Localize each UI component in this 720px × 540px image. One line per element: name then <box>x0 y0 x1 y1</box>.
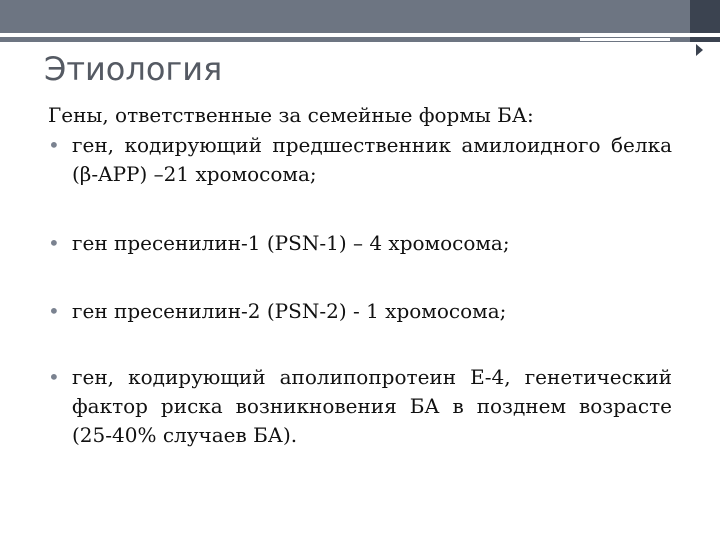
bullet-text: ген пресенилин-2 (PSN-2) - 1 хромосома; <box>72 299 507 323</box>
bullet-item <box>48 131 672 189</box>
header-divider-accent <box>690 37 720 42</box>
header-bar <box>0 0 690 33</box>
bullet-text: ген пресенилин-1 (PSN-1) – 4 хромосома; <box>72 231 510 255</box>
header-divider-highlight <box>580 38 670 41</box>
slide-title: Этиология <box>44 50 223 88</box>
bullet-item <box>48 229 672 258</box>
bullet-dot-icon: • <box>48 365 60 389</box>
bullet-item <box>48 363 672 450</box>
bullet-dot-icon: • <box>48 231 60 255</box>
bullet-dot-icon: • <box>48 299 60 323</box>
slide-marker-triangle-icon <box>696 44 703 56</box>
bullet-dot-icon: • <box>48 133 60 157</box>
bullet-text: ген, кодирующий предшественник амилоидного белка (β-APP) –21 хромосома; <box>72 133 672 186</box>
bullet-text: ген, кодирующий аполипопротеин Е-4, генетический фактор риска возникновения БА в позднем возрасте (25-40% случаев БА). <box>72 365 672 447</box>
intro-text: Гены, ответственные за семейные формы БА: <box>48 103 534 127</box>
bullet-item <box>48 297 672 326</box>
header-accent-block <box>690 0 720 33</box>
